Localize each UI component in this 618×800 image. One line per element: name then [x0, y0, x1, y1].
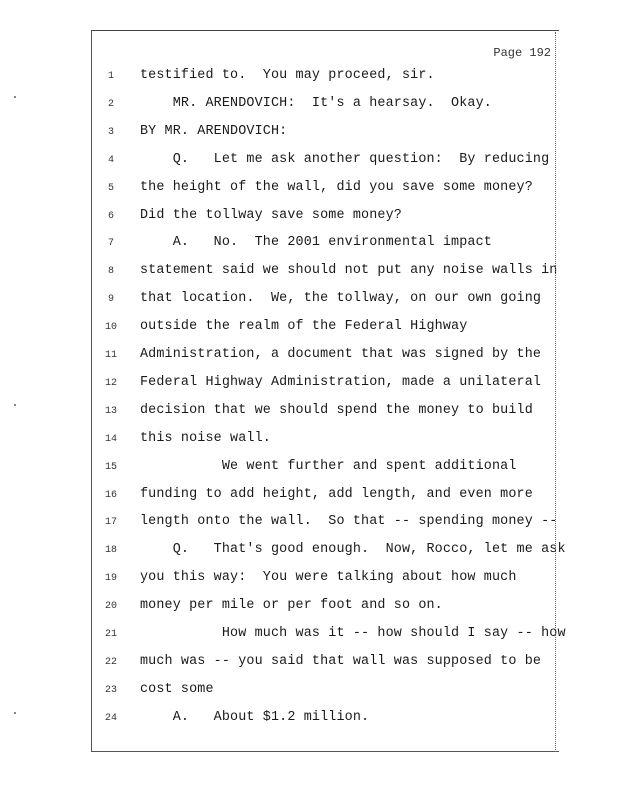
line-text: outside the realm of the Federal Highway: [140, 319, 468, 335]
page-number: Page 192: [493, 46, 551, 60]
line-text: length onto the wall. So that -- spending money --: [140, 514, 558, 530]
line-number: 17: [104, 517, 117, 529]
line-number: 1: [107, 71, 114, 82]
line-number: 21: [104, 629, 117, 640]
line-number: 13: [104, 405, 117, 417]
line-number: 2: [107, 98, 114, 110]
transcript-line: [92, 486, 559, 514]
line-text: Federal Highway Administration, made a unilateral: [140, 374, 542, 390]
line-number: 24: [104, 712, 117, 724]
transcript-line: [92, 179, 559, 207]
transcript-line: [92, 346, 559, 374]
line-number: 5: [107, 182, 114, 194]
line-text: Administration, a document that was signed by the: [140, 347, 542, 362]
line-number: 20: [104, 601, 117, 613]
transcript-line: [92, 318, 559, 346]
transcript-line: [92, 541, 566, 569]
line-number: 16: [104, 489, 117, 501]
line-text: testified to. You may proceed, sir.: [140, 68, 435, 83]
transcript-line: [92, 597, 559, 625]
transcript-line: [92, 458, 559, 486]
line-text: cost some: [140, 681, 214, 697]
line-number: 3: [107, 126, 114, 138]
line-number: 10: [104, 322, 117, 334]
line-number: 6: [107, 210, 114, 222]
line-text: We went further and spent additional: [140, 458, 517, 474]
scan-speck: [14, 404, 16, 406]
transcript-line: [92, 569, 559, 597]
line-text: statement said we should not put any noise walls in: [140, 263, 558, 279]
transcript-line: [92, 234, 559, 262]
line-text: MR. ARENDOVICH: It's a hearsay. Okay.: [140, 95, 492, 111]
line-text: How much was it -- how should I say -- how: [140, 626, 566, 641]
line-number: 9: [107, 294, 114, 306]
transcript-line: [92, 262, 559, 290]
transcript-line: [92, 67, 559, 95]
line-text: A. About $1.2 million.: [140, 709, 370, 725]
line-number: 8: [107, 266, 114, 278]
transcript-page: [91, 30, 566, 752]
line-text: you this way: You were talking about how much: [140, 570, 517, 586]
line-text: money per mile or per foot and so on.: [140, 598, 443, 614]
transcript-line: [92, 430, 559, 458]
line-number: 12: [104, 377, 117, 389]
line-text: Did the tollway save some money?: [140, 207, 402, 223]
transcript-line: [92, 290, 559, 318]
line-text: BY MR. ARENDOVICH:: [140, 123, 288, 139]
line-text: A. No. The 2001 environmental impact: [140, 235, 492, 251]
transcript-line: [92, 653, 559, 681]
line-number: 14: [104, 433, 117, 445]
line-text: Q. That's good enough. Now, Rocco, let me ask: [140, 542, 566, 558]
line-text: funding to add height, add length, and even more: [140, 486, 533, 502]
transcript-line: [92, 709, 559, 737]
transcript-line: [92, 513, 559, 541]
line-number: 18: [104, 545, 117, 557]
transcript-line: [92, 402, 559, 430]
line-text: that location. We, the tollway, on our own going: [140, 291, 542, 307]
line-text: decision that we should spend the money to build: [140, 402, 533, 418]
line-number: 15: [104, 461, 117, 473]
line-number: 23: [104, 684, 117, 696]
scan-speck: [14, 96, 16, 98]
line-text: Q. Let me ask another question: By reducing: [140, 151, 550, 167]
line-text: this noise wall.: [140, 430, 271, 446]
line-text: the height of the wall, did you save some money?: [140, 179, 533, 195]
transcript-line: [92, 374, 559, 402]
transcript-line: [92, 95, 559, 123]
line-number: 11: [104, 350, 117, 361]
transcript-line: [92, 681, 559, 709]
line-number: 22: [104, 656, 117, 668]
line-number: 7: [107, 238, 114, 250]
transcript-line: [92, 207, 559, 235]
transcript-line: [92, 123, 559, 151]
line-text: much was -- you said that wall was supposed to be: [140, 653, 542, 669]
scan-speck: [14, 712, 16, 714]
line-number: 19: [104, 573, 117, 585]
transcript-line: [92, 625, 566, 653]
line-number: 4: [107, 154, 114, 166]
right-margin-rule: [555, 32, 556, 752]
transcript-line: [92, 151, 559, 179]
